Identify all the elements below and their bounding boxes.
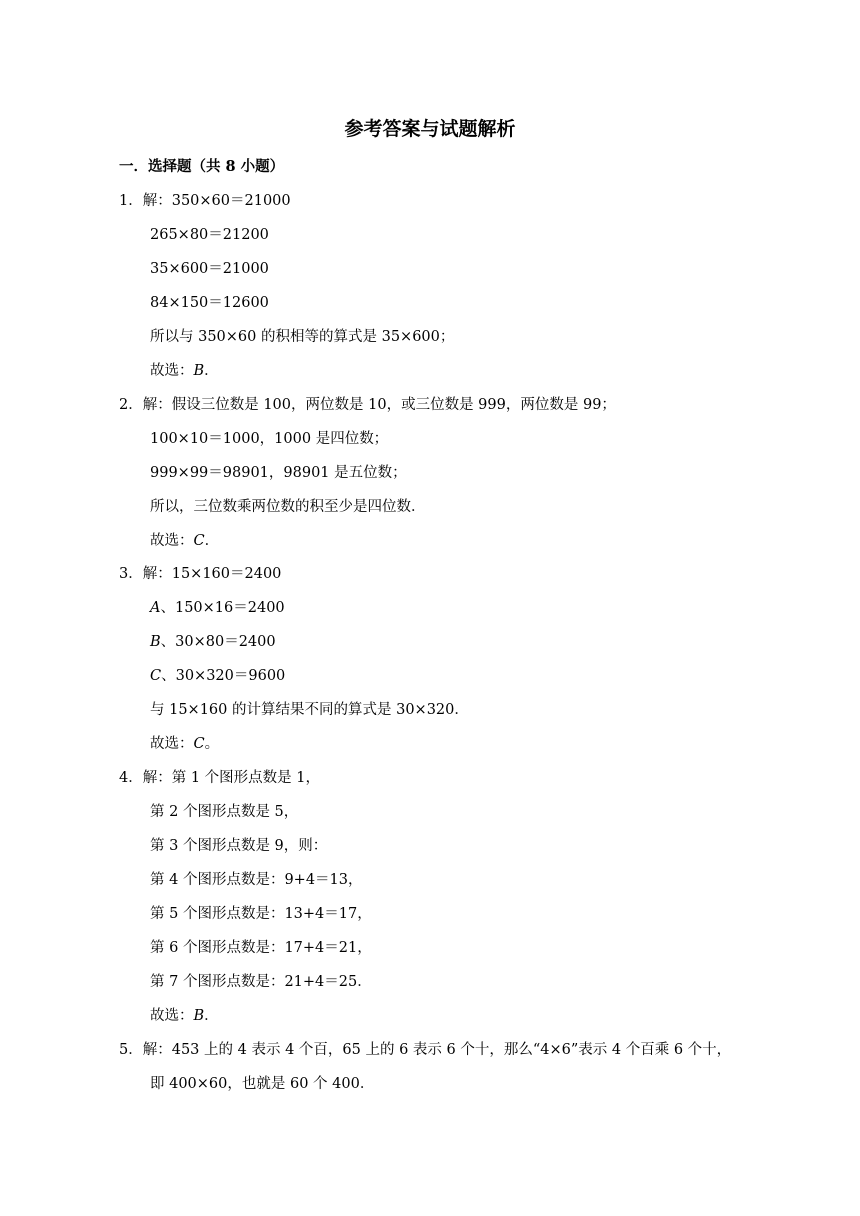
answer-line	[150, 1004, 219, 1028]
answer-line	[150, 868, 363, 892]
answer-line	[150, 359, 219, 383]
answer-line	[150, 461, 407, 485]
page-title: 参考答案与试题解析	[344, 118, 516, 140]
answer-letter: B	[193, 362, 205, 379]
answer-line	[150, 902, 372, 926]
answer-line	[150, 529, 219, 553]
answer-line	[150, 732, 219, 756]
answer-line	[150, 325, 454, 349]
line-text: 第 6 个图形点数是：17+4＝21，	[150, 939, 372, 956]
line-end: 、150×16＝2400	[160, 600, 285, 617]
answer-line	[150, 936, 372, 960]
line-text: 5．解：453 上的 4 表示 4 个百，65 上的 6 表示 6 个十，那么“4×6”表示 4 个百乘 6 个十，	[119, 1041, 732, 1058]
line-text: 第 5 个图形点数是：13+4＝17，	[150, 905, 372, 922]
line-text: 所以与 350×60 的积相等的算式是 35×600；	[150, 328, 455, 345]
answer-letter: C	[193, 532, 205, 549]
answer-line	[119, 189, 291, 213]
answer-line	[150, 223, 269, 247]
answer-line	[150, 1072, 374, 1096]
line-end: ．	[204, 532, 220, 549]
answer-line	[150, 291, 269, 315]
line-text: 与 15×160 的计算结果不同的算式是 30×320．	[150, 702, 469, 719]
line-text: 第 3 个图形点数是 9，则：	[150, 838, 328, 855]
answer-line	[150, 427, 388, 451]
line-text: 即 400×60，也就是 60 个 400．	[150, 1075, 375, 1092]
answer-line	[150, 970, 372, 994]
answer-line	[150, 630, 276, 654]
answer-letter: B	[150, 634, 161, 651]
answer-letter: A	[150, 600, 161, 617]
answer-line	[150, 257, 269, 281]
answer-letter: C	[193, 736, 205, 753]
line-text: 故选：	[150, 736, 194, 753]
line-text: 35×600＝21000	[150, 260, 269, 277]
line-text: 第 2 个图形点数是 5，	[150, 804, 299, 821]
line-text: 84×150＝12600	[150, 294, 269, 311]
line-text: 265×80＝21200	[150, 226, 269, 243]
answer-line	[150, 664, 285, 688]
line-text: 故选：	[150, 532, 194, 549]
answer-letter: B	[193, 1007, 205, 1024]
answer-line	[119, 766, 320, 790]
line-text: 100×10＝1000，1000 是四位数；	[150, 430, 389, 447]
line-text: 故选：	[150, 362, 194, 379]
answer-line	[150, 698, 469, 722]
answer-letter: C	[150, 668, 162, 685]
answer-line	[119, 393, 616, 417]
answer-line	[150, 834, 327, 858]
line-end: 。	[204, 736, 220, 753]
answer-line	[150, 596, 285, 620]
line-text: 所以，三位数乘两位数的积至少是四位数．	[150, 498, 426, 515]
line-text: 第 7 个图形点数是：21+4＝25．	[150, 973, 372, 990]
answer-line	[150, 495, 426, 519]
line-text: 3．解：15×160＝2400	[119, 566, 282, 583]
answer-line	[150, 800, 298, 824]
line-end: ．	[204, 362, 219, 379]
line-text: 999×99＝98901，98901 是五位数；	[150, 464, 407, 481]
line-end: 、30×80＝2400	[160, 634, 276, 651]
line-end: ．	[204, 1007, 219, 1024]
section-heading: 一．选择题（共 8 小题）	[119, 158, 285, 175]
line-text: 故选：	[150, 1007, 194, 1024]
answer-line	[119, 1038, 731, 1062]
answer-line	[119, 562, 281, 586]
line-text: 2．解：假设三位数是 100，两位数是 10，或三位数是 999，两位数是 99；	[119, 396, 616, 413]
line-text: 1．解：350×60＝21000	[119, 193, 291, 209]
line-text: 4．解：第 1 个图形点数是 1，	[119, 770, 321, 787]
line-end: 、30×320＝9600	[161, 668, 286, 685]
line-text: 第 4 个图形点数是：9+4＝13，	[150, 872, 363, 888]
